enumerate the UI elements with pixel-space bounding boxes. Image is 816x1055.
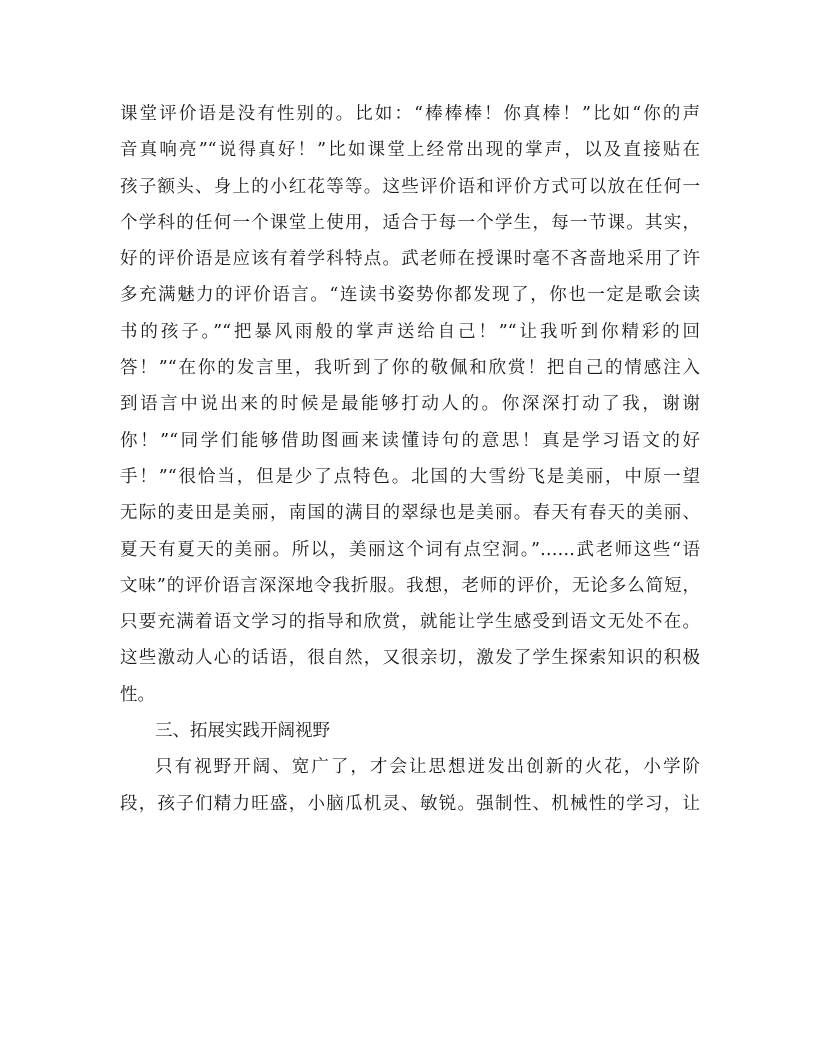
text-line: 只有视野开阔、宽广了，才会让思想迸发出创新的火花，小学阶 — [155, 757, 700, 778]
text-line: 无际的麦田是美丽，南国的满目的翠绿也是美丽。春天有春天的美丽、 — [120, 503, 700, 524]
text-line: 多充满魅力的评价语言。“连读书姿势你都发现了，你也一定是歌会读 — [120, 285, 700, 306]
text-line: 性。 — [120, 684, 155, 705]
text-line: 答！”“在你的发言里，我听到了你的敬佩和欣赏！把自己的情感注入 — [120, 358, 700, 379]
text-line: 段，孩子们精力旺盛，小脑瓜机灵、敏锐。强制性、机械性的学习，让 — [120, 793, 700, 814]
text-line: 到语言中说出来的时候是最能够打动人的。你深深打动了我，谢谢 — [120, 394, 700, 415]
text-line: 文味”的评价语言深深地令我折服。我想，老师的评价，无论多么简短， — [120, 575, 700, 596]
paragraph-evaluation-language — [120, 96, 700, 713]
text-line: 书的孩子。”“把暴风雨般的掌声送给自己！”“让我听到你精彩的回 — [120, 321, 700, 342]
text-line: 音真响亮”“说得真好！”比如课堂上经常出现的掌声，以及直接贴在 — [120, 140, 700, 161]
section-heading-text: 三、拓展实践开阔视野 — [155, 721, 330, 742]
paragraph-broaden-horizons — [120, 749, 700, 822]
text-line: 好的评价语是应该有着学科特点。武老师在授课时毫不吝啬地采用了许 — [120, 249, 700, 270]
text-line: 孩子额头、身上的小红花等等。这些评价语和评价方式可以放在任何一 — [120, 176, 700, 197]
text-line: 夏天有夏天的美丽。所以，美丽这个词有点空洞。”……武老师这些“语 — [120, 539, 700, 560]
section-heading — [120, 713, 700, 749]
text-line: 只要充满着语文学习的指导和欣赏，就能让学生感受到语文无处不在。 — [120, 612, 700, 633]
text-line: 你！”“同学们能够借助图画来读懂诗句的意思！真是学习语文的好 — [120, 430, 700, 451]
text-line: 个学科的任何一个课堂上使用，适合于每一个学生，每一节课。其实， — [120, 212, 700, 233]
document-body — [120, 96, 700, 822]
text-line: 课堂评价语是没有性别的。比如：“棒棒棒！你真棒！”比如“你的声 — [120, 104, 700, 124]
text-line: 这些激动人心的话语，很自然，又很亲切，激发了学生探索知识的积极 — [120, 648, 700, 669]
text-line: 手！”“很恰当，但是少了点特色。北国的大雪纷飞是美丽，中原一望 — [120, 466, 700, 487]
